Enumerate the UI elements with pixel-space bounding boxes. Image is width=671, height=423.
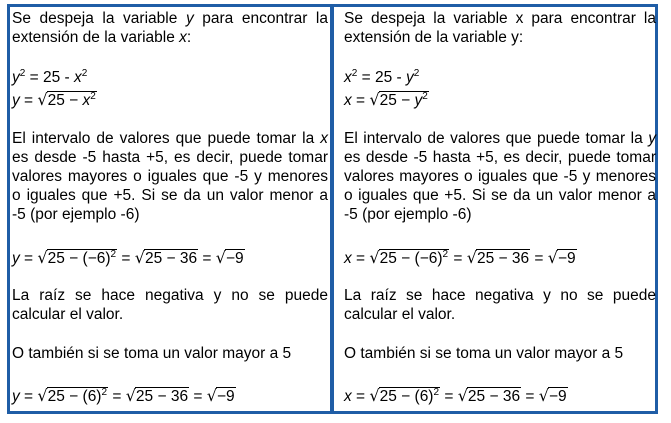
intro-text: Se despeja la variable	[12, 10, 186, 27]
eq-exp: 2	[90, 91, 96, 102]
eq-text: 25 − 36	[467, 388, 521, 405]
eq-var: x	[344, 388, 352, 405]
left-interval-paragraph	[12, 129, 328, 224]
eq-text: =	[440, 388, 458, 405]
sqrt-expression: √−9	[547, 248, 576, 267]
left-also-paragraph	[12, 344, 328, 363]
eq-var: y	[414, 92, 423, 109]
negative-text: La raíz se hace negativa y no se puede calcular el valor.	[344, 287, 656, 323]
eq-text: 25 − (6)	[47, 388, 102, 405]
right-equation-1	[344, 67, 656, 88]
eq-text: =	[19, 388, 38, 405]
eq-exp: 2	[413, 68, 420, 79]
eq-exp: 2	[101, 387, 108, 398]
eq-text: 25 − (6)	[379, 388, 434, 405]
sqrt-expression: √−9	[206, 386, 235, 405]
right-intro	[344, 9, 656, 47]
eq-var: y	[12, 92, 20, 109]
eq-exp: 2	[19, 68, 26, 79]
sqrt-expression: √25 − 36	[457, 386, 521, 405]
right-interval-paragraph	[344, 129, 656, 224]
eq-text: =	[117, 250, 135, 267]
eq-var: x	[82, 92, 91, 109]
eq-text: =	[530, 250, 548, 267]
sqrt-expression: √25 − 36	[134, 248, 198, 267]
eq-text: −9	[548, 388, 567, 405]
eq-exp: 2	[422, 91, 428, 102]
eq-var: y	[12, 69, 20, 86]
eq-text: 25 − 36	[135, 388, 189, 405]
intro-var: y	[185, 10, 194, 27]
eq-text: 25 − (−6)	[47, 250, 111, 267]
eq-exp: 2	[351, 68, 358, 79]
eq-text: =	[351, 250, 370, 267]
eq-text: = 25 -	[357, 69, 406, 86]
sqrt-expression: √−9	[538, 386, 567, 405]
eq-text: 25 −	[379, 92, 415, 109]
negative-text: La raíz se hace negativa y no se puede calcular el valor.	[12, 287, 328, 323]
sqrt-expression: √25 − 36	[466, 248, 530, 267]
sqrt-expression: $√25 - (6)^2$	[37, 386, 108, 405]
right-equation-3	[344, 247, 656, 269]
right-also-paragraph	[344, 344, 656, 363]
eq-exp: 2	[110, 249, 117, 260]
sqrt-expression: √25 − 36	[125, 386, 189, 405]
interval-text: El intervalo de valores que puede tomar la	[344, 130, 649, 147]
also-text: O también si se toma un valor mayor a 5	[344, 345, 624, 362]
left-negative-paragraph	[12, 286, 328, 324]
eq-text: 25 −	[47, 92, 83, 109]
eq-text: −9	[216, 388, 235, 405]
sqrt-expression: √−9	[215, 248, 244, 267]
interval-var: y	[648, 130, 656, 147]
eq-var: y	[12, 388, 20, 405]
eq-text: =	[19, 92, 38, 109]
eq-text: =	[108, 388, 126, 405]
eq-text: =	[521, 388, 539, 405]
eq-var: x	[344, 250, 352, 267]
intro-text: :	[186, 29, 192, 46]
left-intro	[12, 9, 328, 47]
eq-text: =	[189, 388, 207, 405]
eq-text: =	[198, 250, 216, 267]
eq-text: −9	[558, 250, 576, 267]
eq-text: 25 − 36	[144, 250, 198, 267]
eq-var: x	[74, 69, 82, 86]
left-equation-4	[12, 385, 328, 407]
eq-text: =	[351, 92, 370, 109]
interval-text: es desde -5 hasta +5, es decir, puede tomar valores mayores o iguales que -5 y menores o iguales que +5. Si se da un valor menor a -5 (por ejemplo -6)	[344, 149, 656, 223]
interval-text: es desde -5 hasta +5, es decir, puede tomar valores mayores o iguales que -5 y menores o iguales que +5. Si se da un valor menor a -5 (por ejemplo -6)	[12, 149, 328, 223]
interval-text: El intervalo de valores que puede tomar la	[12, 130, 321, 147]
eq-text: = 25 -	[25, 69, 74, 86]
intro-text: para encontrar la extensión de la variable	[12, 10, 328, 46]
eq-text: 25 − (−6)	[379, 250, 443, 267]
eq-exp: 2	[81, 68, 88, 79]
left-equation-2	[12, 89, 328, 111]
interval-var: x	[320, 130, 328, 147]
column-divider	[330, 4, 334, 414]
eq-text: −9	[226, 250, 244, 267]
left-equation-3	[12, 247, 328, 269]
eq-text: =	[19, 250, 38, 267]
right-column	[344, 7, 656, 411]
eq-var: y	[12, 250, 20, 267]
eq-exp: 2	[433, 387, 440, 398]
eq-var: y	[406, 69, 414, 86]
also-text: O también si se toma un valor mayor a 5	[12, 345, 292, 362]
eq-text: 25 − 36	[476, 250, 530, 267]
sqrt-expression: $√25 - x^2$	[37, 90, 96, 109]
sqrt-expression: $√25 - (-6)^2$	[369, 248, 449, 267]
left-column	[12, 7, 328, 411]
eq-var: x	[344, 69, 352, 86]
sqrt-expression: $√25 - (6)^2$	[369, 386, 440, 405]
right-equation-4	[344, 385, 656, 407]
right-negative-paragraph	[344, 286, 656, 324]
eq-text: =	[449, 250, 467, 267]
sqrt-expression: $√25 - y^2$	[369, 90, 428, 109]
intro-var: x	[179, 29, 187, 46]
right-equation-2	[344, 89, 656, 111]
eq-var: x	[344, 92, 352, 109]
eq-text: =	[351, 388, 370, 405]
intro-text: Se despeja la variable x para encontrar la extensión de la variable y:	[344, 10, 656, 46]
sqrt-expression: $√25 - (-6)^2$	[37, 248, 117, 267]
left-equation-1	[12, 67, 328, 88]
eq-exp: 2	[442, 249, 449, 260]
